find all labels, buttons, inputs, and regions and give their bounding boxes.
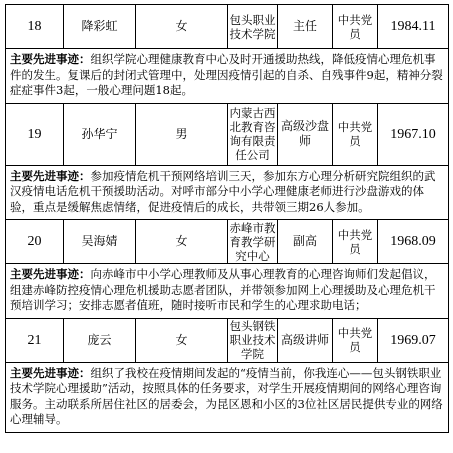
deeds-label: 主要先进事迹： xyxy=(10,267,91,281)
document-page xyxy=(5,4,448,433)
deeds-cell xyxy=(6,362,449,432)
birth-cell: 1967.10 xyxy=(378,103,449,165)
org-cell: 包头钢铁职业技术学院 xyxy=(229,319,276,361)
gender-cell: 女 xyxy=(136,318,228,362)
gender-cell: 女 xyxy=(136,220,228,264)
org-cell: 内蒙古西北教育咨询有限责任公司 xyxy=(228,103,278,165)
commendation-table xyxy=(5,4,449,433)
party-cell: 中共党员 xyxy=(333,318,378,362)
deeds-label: 主要先进事迹： xyxy=(10,168,91,183)
birth-cell: 1984.11 xyxy=(378,5,449,49)
party-cell: 中共党员 xyxy=(333,103,378,165)
party-cell: 中共党员 xyxy=(333,220,378,264)
title-cell: 高级沙盘师 xyxy=(278,103,333,165)
name-cell: 庞云 xyxy=(64,318,136,362)
deeds-cell xyxy=(6,49,449,104)
person-row xyxy=(6,103,449,165)
deeds-cell xyxy=(6,165,449,220)
title-cell: 副高 xyxy=(278,220,333,264)
deeds-row xyxy=(6,165,449,220)
deeds-cell xyxy=(6,264,449,319)
seq-cell: 19 xyxy=(6,103,64,165)
deeds-text: 参加疫情危机干预网络培训三天，参加东方心理分析研究院组织的武汉疫情电话危机干预援助活动。对呼市部分中小学心理健康老师进行沙盘游戏的体验，重点是缓解焦虑情绪，促进疫情后的成长，共带领三期26人参加。 xyxy=(10,168,436,214)
party-cell: 中共党员 xyxy=(333,5,378,49)
org-cell: 赤峰市教育教学研究中心 xyxy=(229,220,276,263)
title-cell: 高级讲师 xyxy=(278,318,333,362)
deeds-text: 组织了我校在疫情期间发起的“疫情当前，你我连心——包头钢铁职业技术学院心理援助”活动，按照具体的任务要求，对学生开展疫情期间的网络心理咨询服务。主动联系所居住社区的居委会，为昆区恩和小区的3位社区居民提供专业的网络心理辅导。 xyxy=(10,365,443,426)
title-cell: 主任 xyxy=(278,5,333,49)
deeds-text: 向赤峰市中小学心理教师及从事心理教育的心理咨询师们发起倡议，组建赤峰防控疫情心理危机援助志愿者团队，并带领参加网上心理援助及心理危机干预培训学习；安排志愿者值班，随时接听市民和学生的心理求助电话； xyxy=(10,267,436,312)
name-cell: 吴海婧 xyxy=(64,220,136,264)
gender-cell: 男 xyxy=(136,103,228,165)
deeds-row xyxy=(6,49,449,104)
deeds-text: 组织学院心理健康教育中心及时开通援助热线，降低疫情心理危机事件的发生。复课后的封闭式管理中，处理因疫情引起的自杀、自残事件9起，精神分裂症症事件3起，一般心理问题18起。 xyxy=(10,52,443,97)
person-row xyxy=(6,220,449,264)
birth-cell: 1969.07 xyxy=(378,318,449,362)
gender-cell: 女 xyxy=(136,5,228,49)
org-cell: 包头职业技术学院 xyxy=(228,5,278,49)
deeds-row xyxy=(6,362,449,432)
name-cell: 孙华宁 xyxy=(64,103,136,165)
name-cell: 降彩虹 xyxy=(64,5,136,49)
deeds-label: 主要先进事迹： xyxy=(10,365,91,380)
person-row xyxy=(6,318,449,362)
seq-cell: 18 xyxy=(6,5,64,49)
birth-cell: 1968.09 xyxy=(378,220,449,264)
person-row xyxy=(6,5,449,49)
deeds-row xyxy=(6,264,449,319)
deeds-label: 主要先进事迹： xyxy=(10,52,91,66)
seq-cell: 20 xyxy=(6,220,64,264)
seq-cell: 21 xyxy=(6,318,64,362)
